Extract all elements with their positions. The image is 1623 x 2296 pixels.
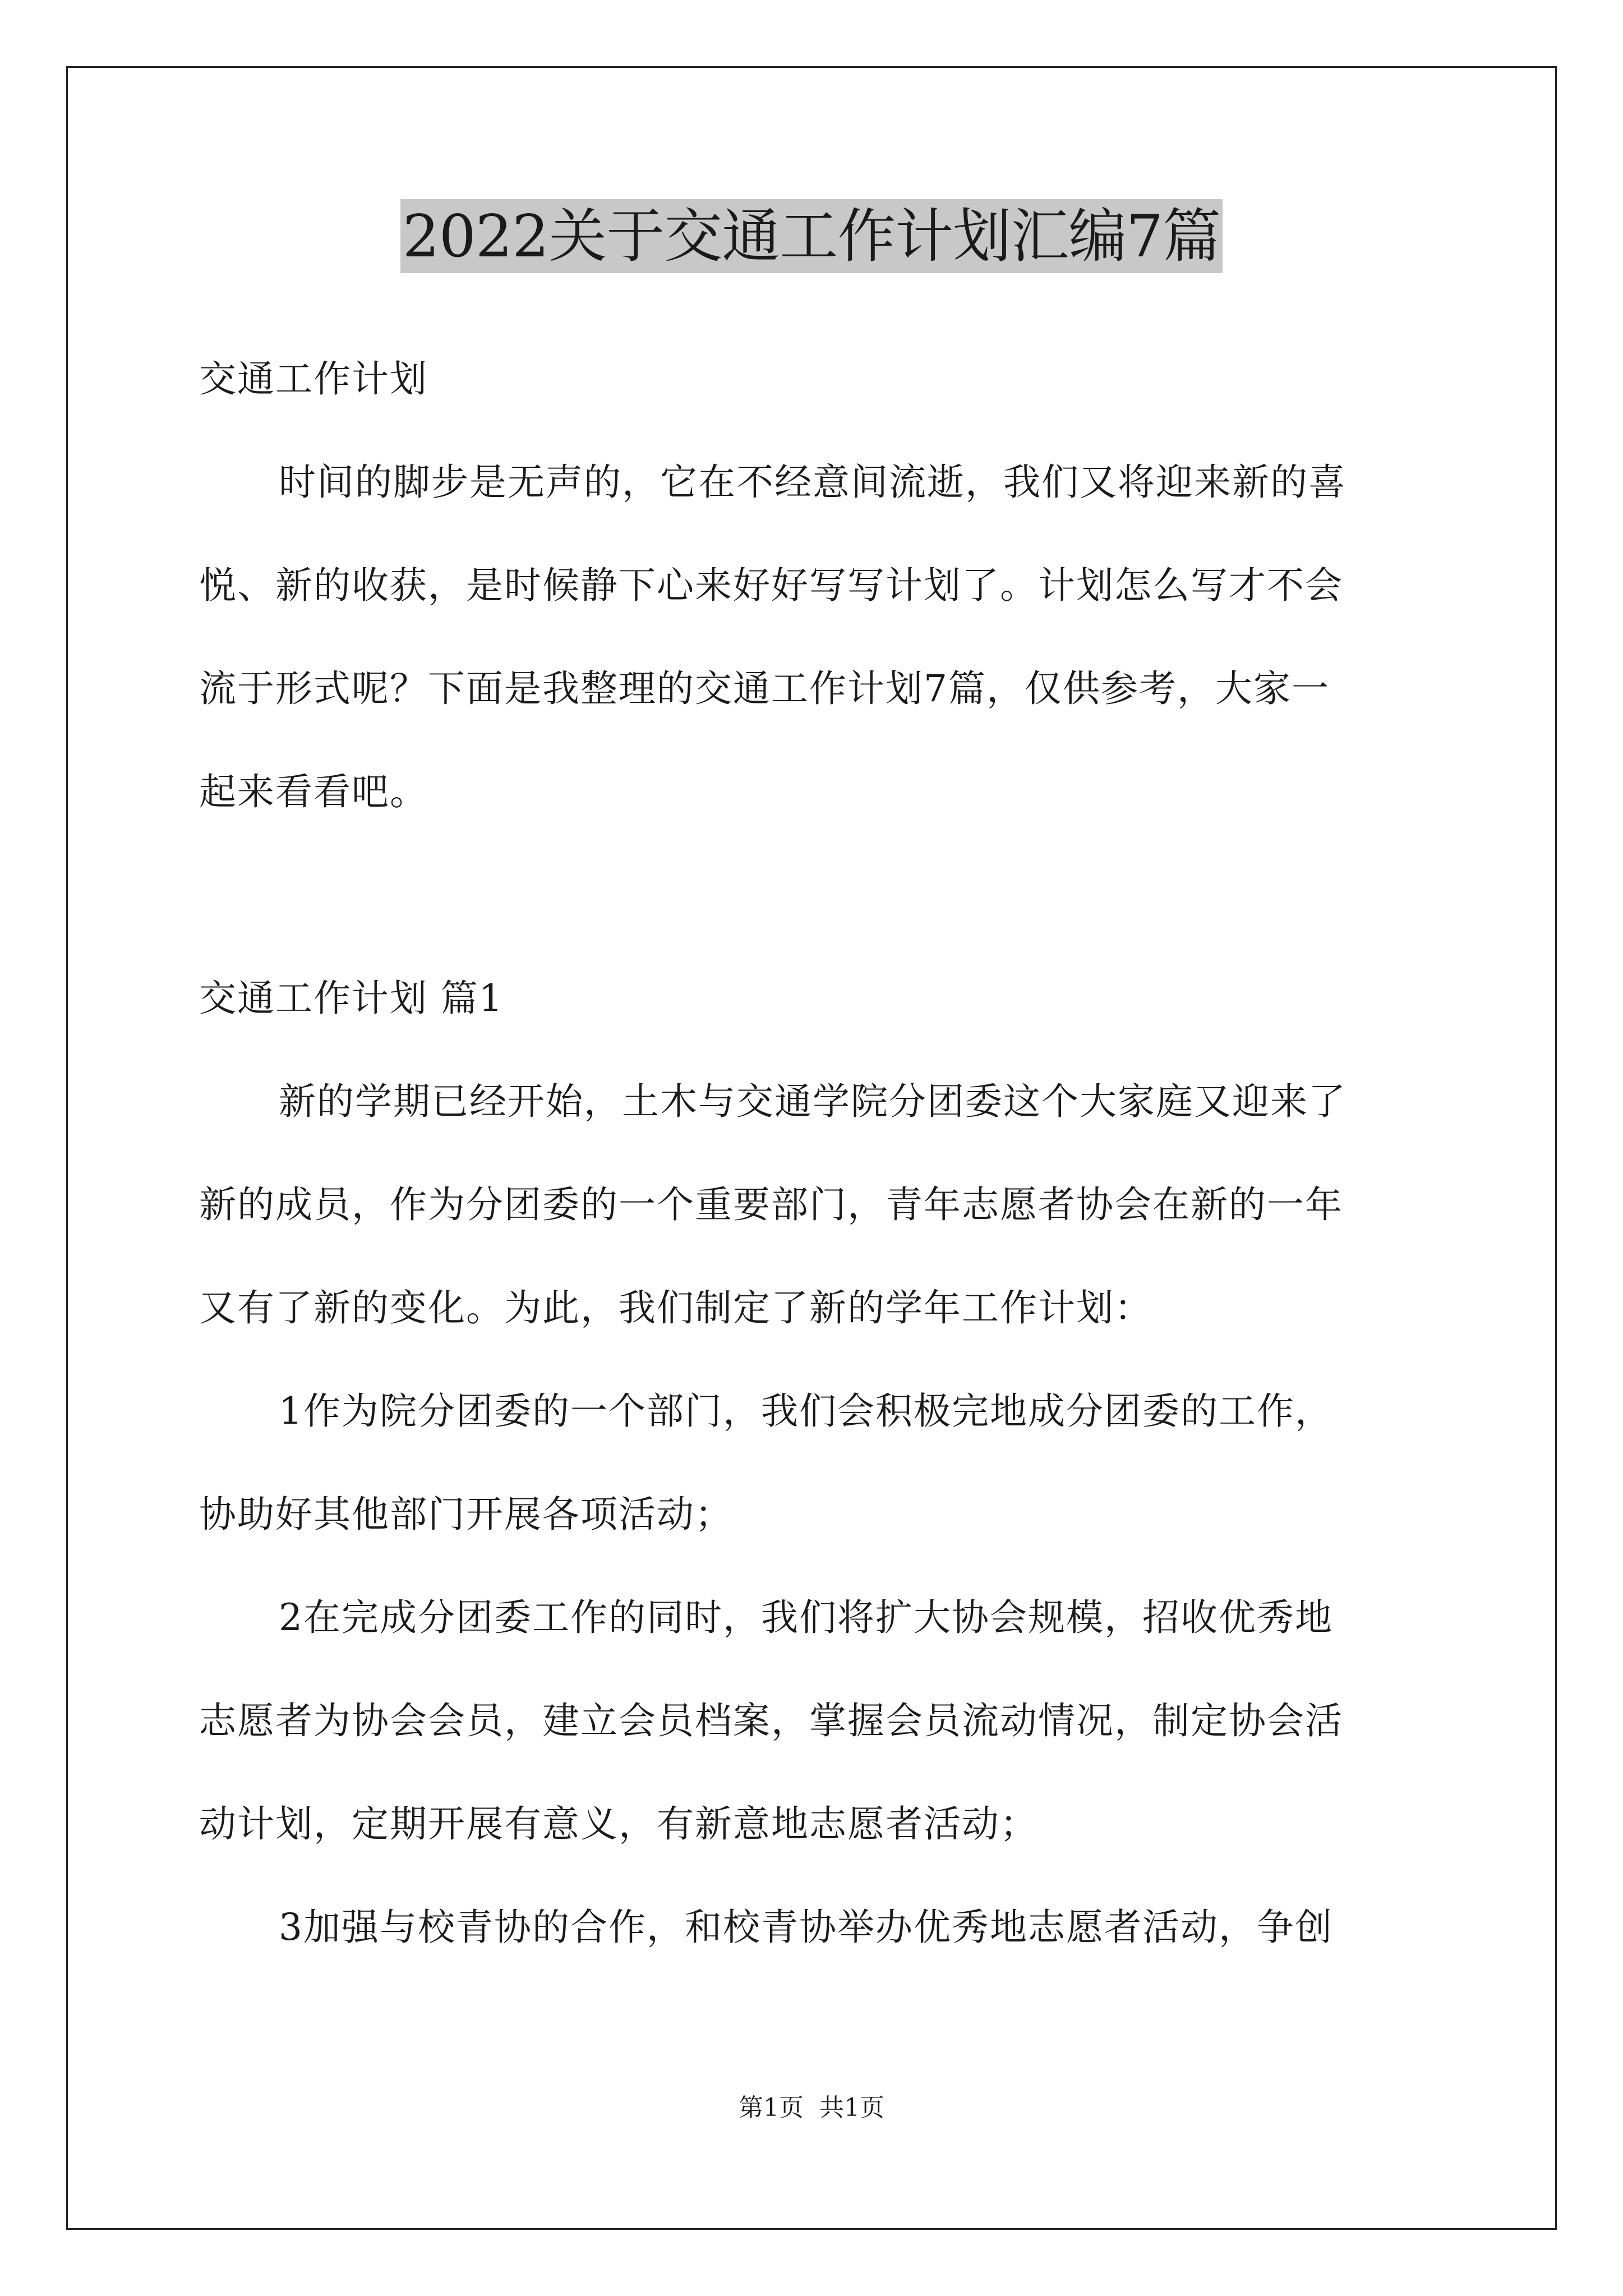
text-line: 新的成员，作为分团委的一个重要部门，青年志愿者协会在新的一年 — [199, 1183, 1343, 1226]
text-line: 2在完成分团委工作的同时，我们将扩大协会规模，招收优秀地 — [279, 1596, 1333, 1639]
text-line: 1作为院分团委的一个部门，我们会积极完地成分团委的工作， — [279, 1389, 1333, 1433]
page-number-total: 共1页 — [819, 2093, 884, 2122]
text-line: 又有了新的变化。为此，我们制定了新的学年工作计划： — [199, 1286, 1152, 1329]
text-line: 动计划，定期开展有意义，有新意地志愿者活动； — [199, 1802, 1038, 1846]
text-line: 交通工作计划 篇1 — [199, 977, 504, 1020]
text-line: 新的学期已经开始，土木与交通学院分团委这个大家庭又迎来了 — [279, 1080, 1347, 1123]
document-title: 2022关于交通工作计划汇编7篇 — [400, 199, 1223, 273]
text-line: 流于形式呢？下面是我整理的交通工作计划7篇，仅供参考，大家一 — [199, 667, 1330, 710]
text-line: 3加强与校青协的合作，和校青协举办优秀地志愿者活动，争创 — [279, 1906, 1333, 1949]
text-line: 悦、新的收获，是时候静下心来好好写写计划了。计划怎么写才不会 — [199, 564, 1343, 607]
text-line: 志愿者为协会会员，建立会员档案，掌握会员流动情况，制定协会活 — [199, 1699, 1343, 1742]
page-footer — [0, 2091, 1623, 2125]
page-number-current: 第1页 — [739, 2093, 804, 2122]
text-line: 起来看看吧。 — [199, 770, 428, 813]
text-line: 时间的脚步是无声的，它在不经意间流逝，我们又将迎来新的喜 — [279, 461, 1347, 504]
title-container — [0, 199, 1623, 273]
document-body — [199, 342, 1427, 1994]
text-line: 协助好其他部门开展各项活动； — [199, 1493, 733, 1536]
blank-line — [199, 858, 1427, 961]
text-line: 交通工作计划 — [199, 357, 428, 401]
